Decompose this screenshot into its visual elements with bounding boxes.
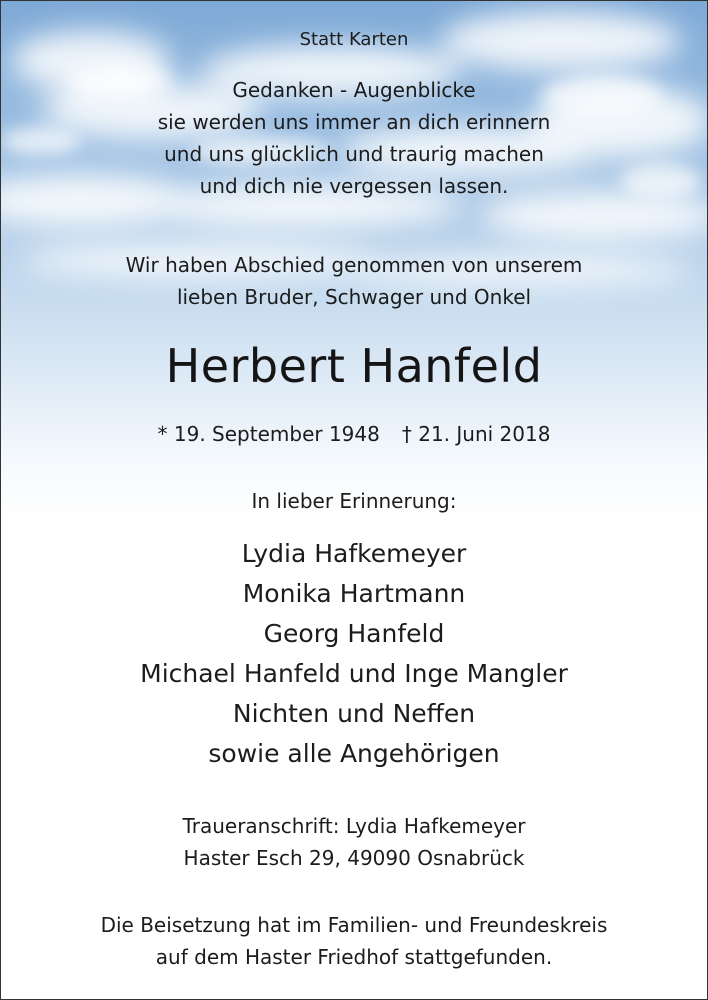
mourner-name: sowie alle Angehörigen bbox=[208, 739, 500, 768]
poem-line: und uns glücklich und traurig machen bbox=[164, 142, 544, 166]
mourner-name: Georg Hanfeld bbox=[263, 619, 445, 648]
poem-line: Gedanken - Augenblicke bbox=[232, 78, 476, 102]
intro-line: lieben Bruder, Schwager und Onkel bbox=[176, 285, 532, 309]
mourner-name: Monika Hartmann bbox=[242, 579, 466, 608]
statt-karten-label: Statt Karten bbox=[299, 29, 409, 50]
intro-line: Wir haben Abschied genommen von unserem bbox=[125, 253, 583, 277]
birth-date: * 19. September 1948 bbox=[157, 422, 380, 446]
funeral-line: Die Beisetzung hat im Familien- und Freundeskreis bbox=[100, 913, 608, 937]
poem-line: und dich nie vergessen lassen. bbox=[199, 174, 509, 198]
address-line: Traueranschrift: Lydia Hafkemeyer bbox=[182, 814, 526, 838]
address-line: Haster Esch 29, 49090 Osnabrück bbox=[183, 846, 525, 870]
mourner-name: Lydia Hafkemeyer bbox=[241, 539, 467, 568]
death-date: † 21. Juni 2018 bbox=[401, 422, 551, 446]
mourner-name: Nichten und Neffen bbox=[232, 699, 476, 728]
mourner-name: Michael Hanfeld und Inge Mangler bbox=[140, 659, 568, 688]
funeral-line: auf dem Haster Friedhof stattgefunden. bbox=[155, 945, 553, 969]
remembrance-heading: In lieber Erinnerung: bbox=[251, 489, 457, 513]
deceased-name: Herbert Hanfeld bbox=[165, 339, 543, 393]
poem-line: sie werden uns immer an dich erinnern bbox=[157, 110, 551, 134]
life-dates bbox=[1, 422, 707, 446]
